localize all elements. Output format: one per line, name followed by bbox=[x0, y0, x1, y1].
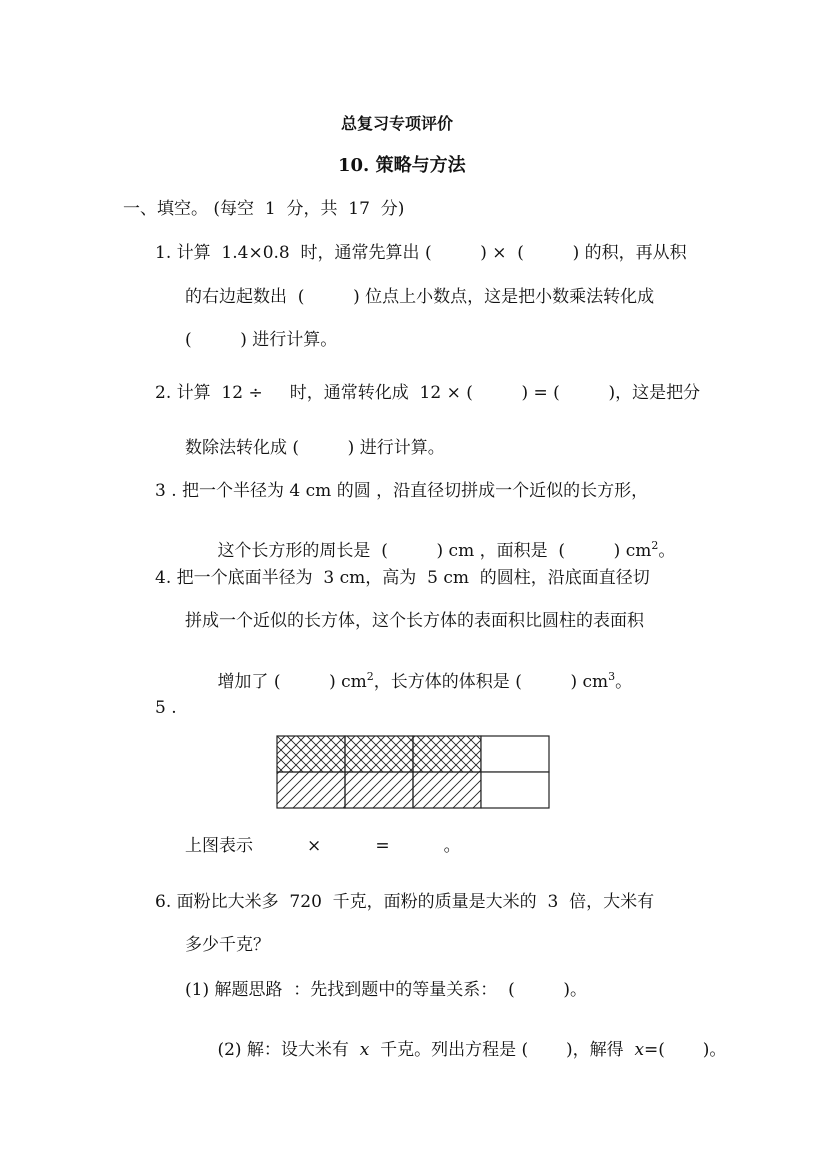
question-4-line-3-text-b: ，长方体的体积是 ( ) cm bbox=[373, 672, 609, 692]
grid-cell bbox=[277, 736, 345, 772]
question-2-line-2: 数除法转化成 ( ) 进行计算。 bbox=[185, 438, 445, 458]
grid-cell bbox=[345, 772, 413, 808]
grid-cells bbox=[277, 736, 549, 808]
grid-cell bbox=[413, 736, 481, 772]
question-4-line-1: 4. 把一个底面半径为 3 cm，高为 5 cm 的圆柱，沿底面直径切 bbox=[155, 568, 650, 588]
grid-cell bbox=[413, 772, 481, 808]
question-6-part-2-text-c: =( )。 bbox=[644, 1040, 727, 1060]
question-3-line-2-end: 。 bbox=[658, 541, 676, 561]
grid-cell bbox=[481, 736, 549, 772]
question-6-part-2 bbox=[185, 1025, 726, 1076]
question-5-answer-line: 上图表示 × = 。 bbox=[185, 836, 461, 856]
grid-cell bbox=[277, 772, 345, 808]
question-1-line-2: 的右边起数出 ( ) 位点上小数点，这是把小数乘法转化成 bbox=[185, 287, 655, 307]
question-2-line-1: 2. 计算 12 ÷ 时，通常转化成 12 × ( ) = ( )，这是把分 bbox=[155, 383, 701, 403]
square-superscript: 2 bbox=[651, 539, 659, 552]
square-superscript: 2 bbox=[366, 670, 374, 683]
question-6-part-2-text-a: (2) 解：设大米有 bbox=[217, 1040, 360, 1060]
question-4-line-3 bbox=[185, 657, 632, 708]
section-heading: 一、填空。 (每空 1 分，共 17 分) bbox=[123, 199, 405, 219]
page-subtitle: 10. 策略与方法 bbox=[338, 155, 466, 176]
variable-x: x bbox=[634, 1040, 645, 1060]
fraction-grid-figure bbox=[276, 735, 550, 809]
question-4-line-3-end: 。 bbox=[615, 672, 633, 692]
question-6-part-1: (1) 解题思路 ：先找到题中的等量关系： ( )。 bbox=[185, 980, 587, 1000]
question-4-line-3-text-a: 增加了 ( ) cm bbox=[217, 672, 367, 692]
question-3-line-2-text: 这个长方形的周长是 ( ) cm ，面积是 ( ) cm bbox=[217, 541, 652, 561]
grid-cell bbox=[481, 772, 549, 808]
cube-superscript: 3 bbox=[608, 670, 616, 683]
question-1-line-3: ( ) 进行计算。 bbox=[185, 330, 338, 350]
page-title: 总复习专项评价 bbox=[341, 114, 454, 133]
variable-x: x bbox=[359, 1040, 370, 1060]
question-4-line-2: 拼成一个近似的长方体，这个长方体的表面积比圆柱的表面积 bbox=[185, 611, 644, 631]
question-6-line-2: 多少千克？ bbox=[185, 935, 270, 955]
question-5-number: 5 . bbox=[155, 698, 177, 718]
question-6-line-1: 6. 面粉比大米多 720 千克，面粉的质量是大米的 3 倍，大米有 bbox=[155, 892, 655, 912]
question-3-line-1: 3 . 把一个半径为 4 cm 的圆 ，沿直径切拼成一个近似的长方形， bbox=[155, 481, 649, 501]
grid-cell bbox=[345, 736, 413, 772]
question-6-part-2-text-b: 千克。列出方程是 ( )，解得 bbox=[369, 1040, 635, 1060]
question-1-line-1: 1. 计算 1.4×0.8 时，通常先算出 ( ) × ( ) 的积，再从积 bbox=[155, 243, 687, 263]
